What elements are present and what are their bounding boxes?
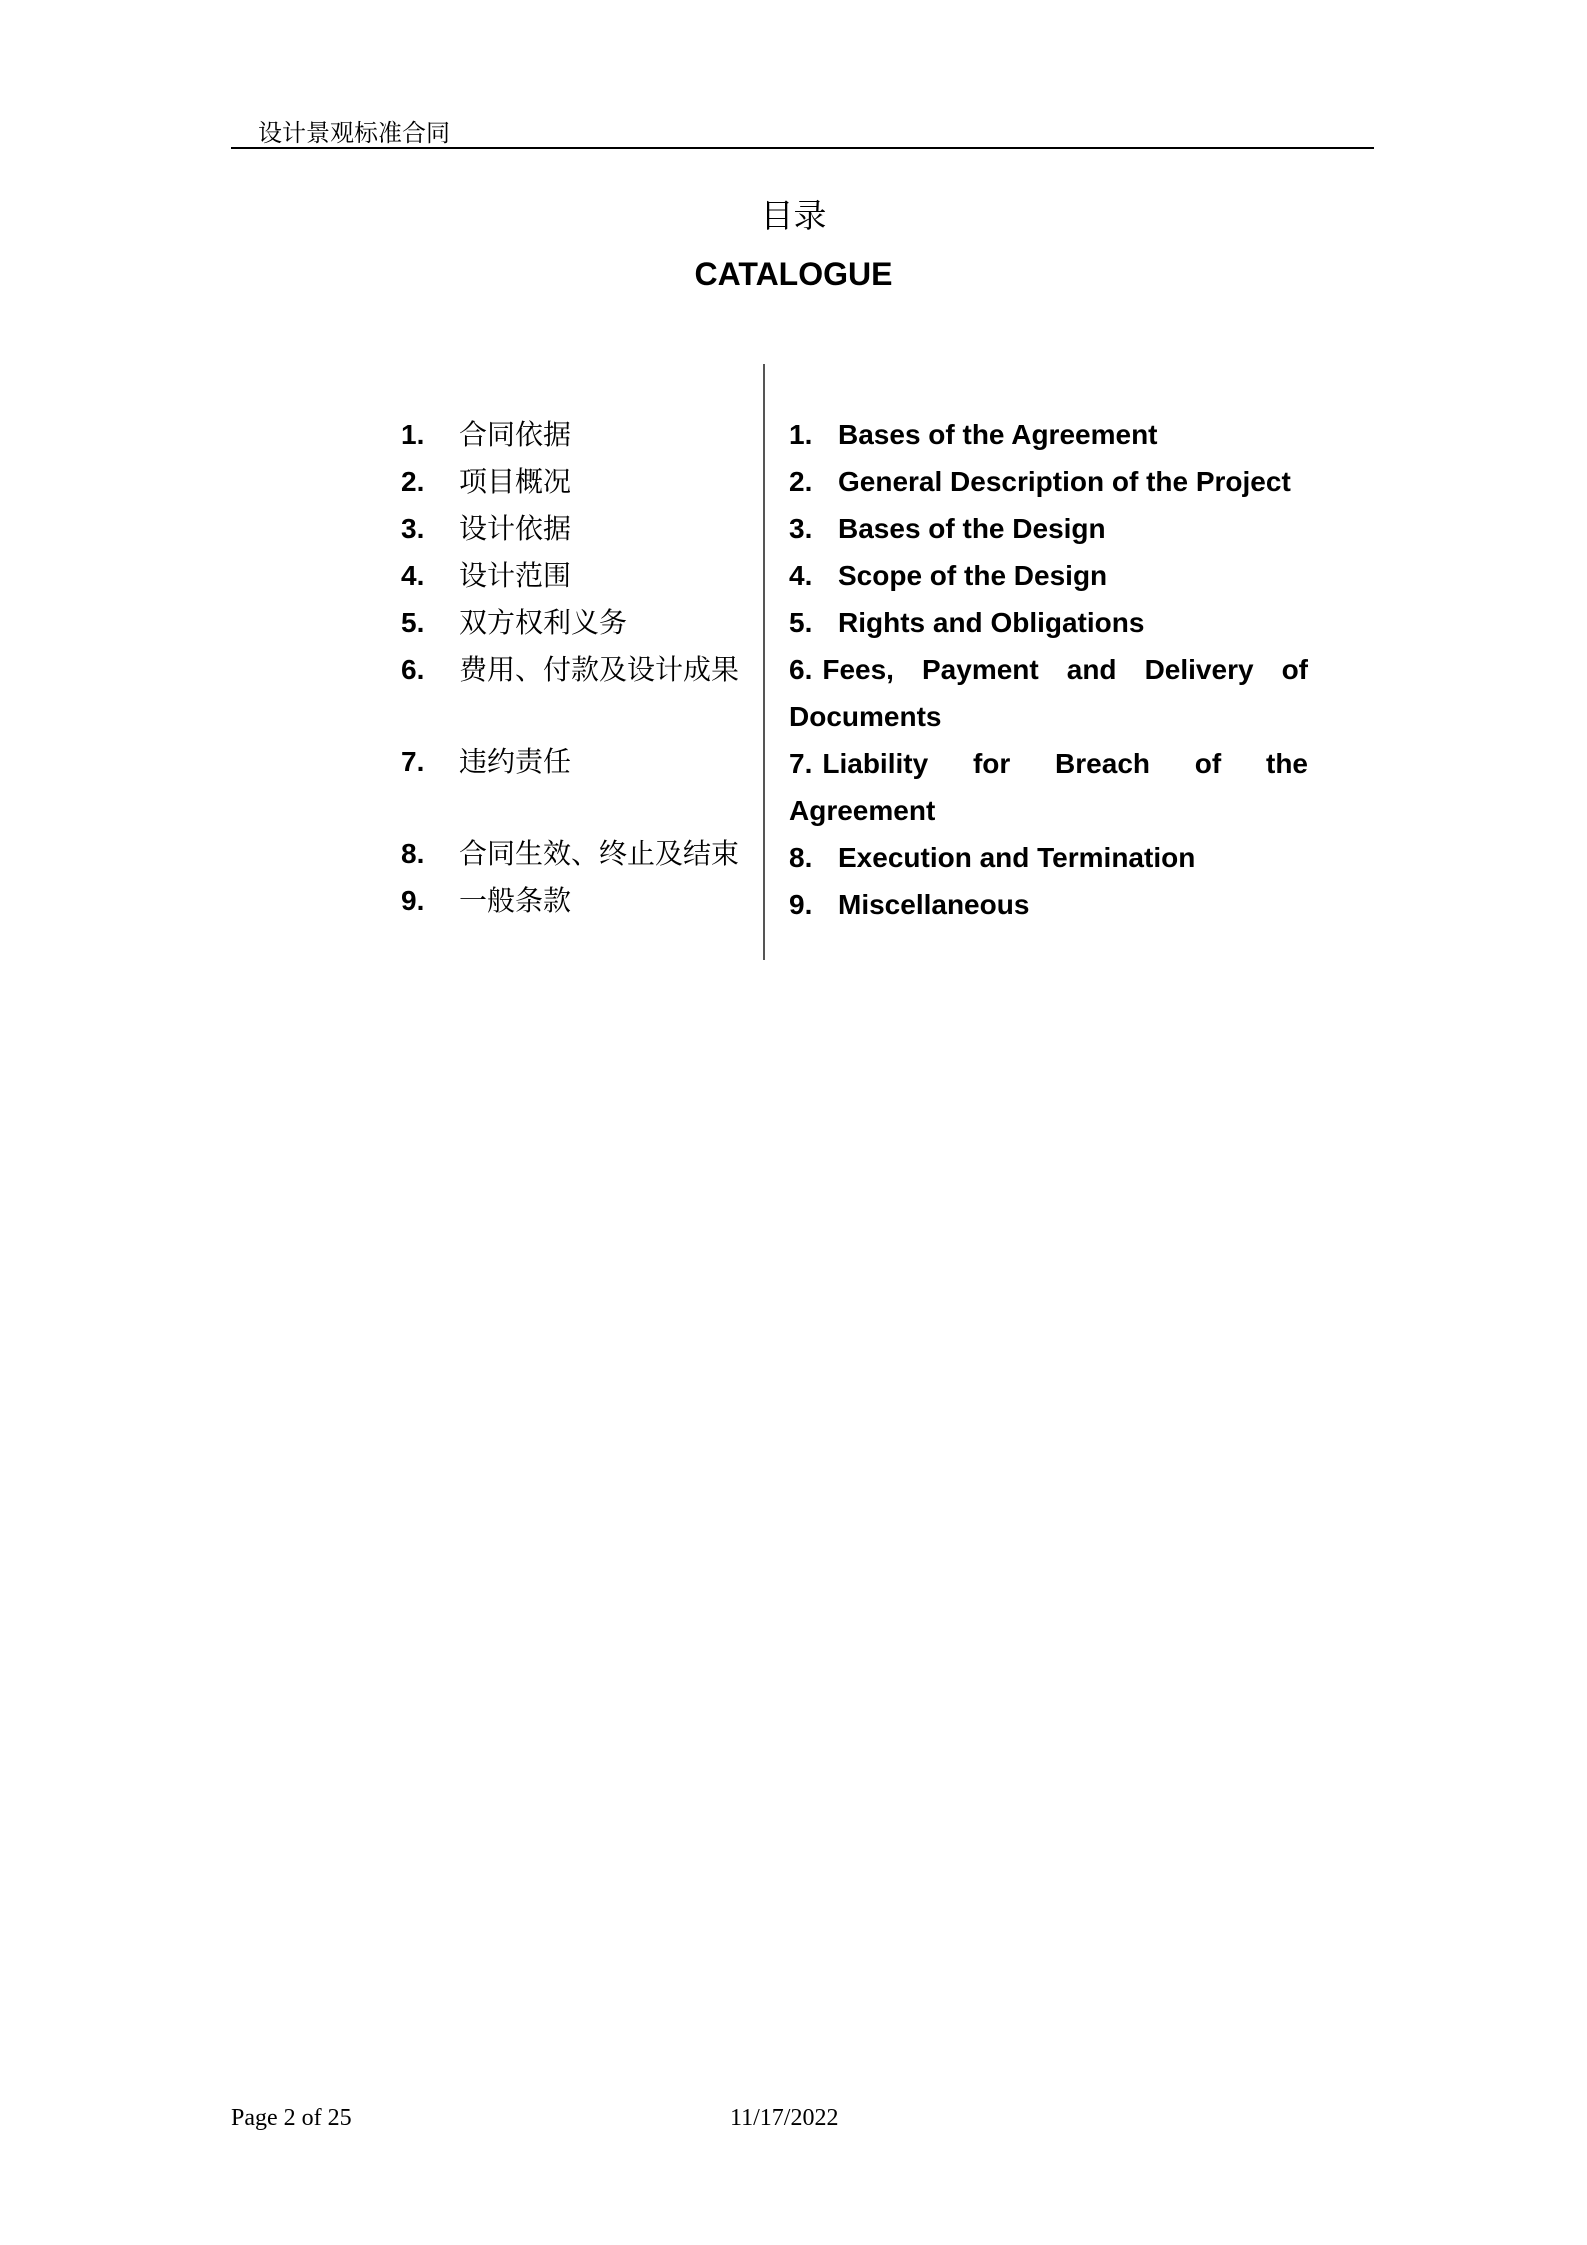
toc-en-text: Liability for Breach of the Agreement [789, 748, 1308, 826]
toc-en-item [789, 835, 1308, 882]
toc-en-number: 2. [789, 466, 813, 497]
toc-en-item [789, 459, 1308, 506]
toc-en-number: 7. [789, 748, 813, 779]
footer-page-number: Page 2 of 25 [231, 2105, 352, 2131]
toc-cn-text: 项目概况 [459, 465, 572, 498]
toc-en-text: Scope of the Design [838, 560, 1108, 591]
toc-en-number: 3. [789, 513, 813, 544]
toc-cn-text: 费用、付款及设计成果 [459, 653, 740, 686]
toc-en-number: 1. [789, 419, 813, 450]
toc-cn-item [401, 459, 751, 506]
title-english: CATALOGUE [694, 256, 893, 292]
toc-en-item [789, 647, 1308, 741]
toc-cn-text: 设计范围 [459, 559, 572, 592]
title-chinese: 目录 [760, 196, 827, 235]
toc-en-item [789, 600, 1308, 647]
toc-cn-item [401, 553, 751, 600]
toc-cn-number: 4. [401, 560, 425, 591]
header-rule [231, 147, 1374, 149]
toc-cn-item [401, 739, 751, 831]
toc-cn-text: 一般条款 [459, 884, 572, 917]
toc-cn-number: 2. [401, 466, 425, 497]
toc-en-text: Miscellaneous [838, 889, 1030, 920]
toc-en-item [789, 412, 1308, 459]
toc-en-text: Execution and Termination [838, 842, 1196, 873]
toc-en-text: General Description of the Project [838, 466, 1291, 497]
toc-cn-number: 1. [401, 419, 425, 450]
toc-cn-text: 双方权利义务 [459, 606, 628, 639]
toc-cn-text: 违约责任 [459, 745, 572, 778]
toc-en-item [789, 553, 1308, 600]
toc-en-number: 8. [789, 842, 813, 873]
toc-en-text: Rights and Obligations [838, 607, 1145, 638]
toc-cn-text: 设计依据 [459, 512, 572, 545]
column-divider [763, 364, 765, 960]
footer-date: 11/17/2022 [730, 2105, 839, 2131]
toc-cn-text: 合同生效、终止及结束 [459, 837, 740, 870]
toc-cn-text: 合同依据 [459, 418, 572, 451]
toc-en-text: Bases of the Design [838, 513, 1106, 544]
toc-cn-item [401, 600, 751, 647]
toc-en-text: Fees, Payment and Delivery of Documents [789, 654, 1308, 732]
toc-cn-number: 3. [401, 513, 425, 544]
toc-cn-item [401, 647, 751, 739]
toc-english [789, 412, 1308, 929]
toc-cn-item [401, 878, 751, 925]
toc-cn-item [401, 506, 751, 553]
toc-cn-item [401, 831, 751, 878]
toc-en-item [789, 506, 1308, 553]
toc-cn-item [401, 412, 751, 459]
toc-chinese [401, 412, 751, 925]
toc-en-item [789, 882, 1308, 929]
toc-en-number: 4. [789, 560, 813, 591]
toc-cn-number: 7. [401, 746, 425, 777]
toc-cn-number: 8. [401, 838, 425, 869]
header-title: 设计景观标准合同 [258, 119, 450, 147]
toc-en-text: Bases of the Agreement [838, 419, 1158, 450]
toc-en-number: 5. [789, 607, 813, 638]
toc-cn-number: 6. [401, 654, 425, 685]
toc-en-item [789, 741, 1308, 835]
toc-en-number: 9. [789, 889, 813, 920]
toc-cn-number: 5. [401, 607, 425, 638]
toc-cn-number: 9. [401, 885, 425, 916]
toc-en-number: 6. [789, 654, 813, 685]
